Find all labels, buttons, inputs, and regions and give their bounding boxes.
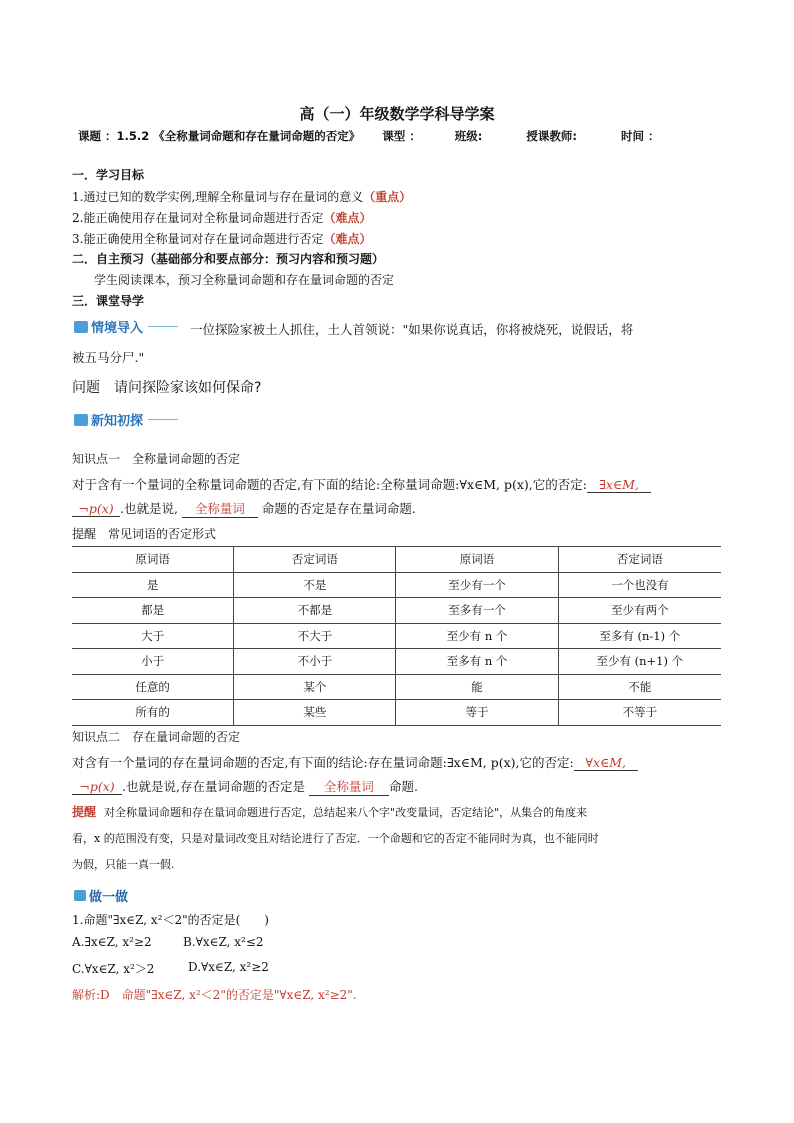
table-cell: 某些 (234, 700, 396, 726)
table-cell: 至少有 (n+1) 个 (558, 649, 721, 675)
goal-3-tag: （难点） (323, 232, 372, 246)
intro-story-1: 一位探险家被土人抓住，土人首领说："如果你说真话，你将被烧死，说假话，将 (190, 322, 634, 337)
kp1-tip: 提醒 常见词语的否定形式 (72, 527, 217, 541)
exercise-badge: 做一做 (74, 886, 128, 905)
meta-class: 班级: (454, 129, 483, 143)
magnifier-icon (74, 414, 88, 426)
kp1-answer-1: ∃x∈M, (587, 477, 651, 493)
tip-label: 提醒 (72, 805, 97, 819)
kp2-tip-1: 提醒 对全称量词命题和存在量词命题进行否定，总结起来八个字"改变量词，否定结论"，从集合的角度来 (72, 805, 588, 819)
table-row (72, 572, 721, 598)
exercise-question: 1.命题"∃x∈Z, x²＜2"的否定是( ) (72, 913, 269, 927)
table-cell: 等于 (396, 700, 558, 726)
table-header: 否定词语 (558, 547, 721, 573)
goal-1-tag: （重点） (363, 190, 412, 204)
kp2-tip-2: 看，x 的范围没有变，只是对量词改变且对结论进行了否定．一个命题和它的否定不能同时为真，也不能同时 (72, 832, 599, 845)
table-cell: 至多有 (n-1) 个 (558, 623, 721, 649)
meta-topic: 课题 ：1.5.2 《全称量词命题和存在量词命题的否定》 (78, 129, 361, 143)
table-header: 原词语 (396, 547, 558, 573)
table-cell: 大于 (72, 623, 234, 649)
option-d: D.∀x∈Z, x²≥2 (188, 960, 269, 974)
preview-heading: 二．自主预习（基础部分和要点部分：预习内容和预习题） (72, 252, 385, 266)
kp1-line-2: ¬p(x) .也就是说, 全称量词 命题的否定是存在量词命题. (72, 499, 416, 518)
goal-1: 1.通过已知的数学实例,理解全称量词与存在量词的意义（重点） (72, 190, 412, 204)
table-row (72, 623, 721, 649)
kp2-line-2: ¬p(x) .也就是说,存在量词命题的否定是 全称量词 命题. (72, 777, 418, 796)
table-cell: 不能 (558, 674, 721, 700)
intro-question: 问题 请问探险家该如何保命? (72, 380, 262, 396)
kp2-answer-3: 全称量词 (309, 777, 389, 796)
table-cell: 至多有一个 (396, 598, 558, 624)
intro-badge: 情境导入 (74, 317, 178, 336)
table-row (72, 700, 721, 726)
table-cell: 能 (396, 674, 558, 700)
table-cell: 至少有 n 个 (396, 623, 558, 649)
kp2-answer-1: ∀x∈M, (574, 755, 638, 771)
pencil-icon (74, 890, 86, 901)
goal-3: 3.能正确使用全称量词对存在量词命题进行否定（难点） (72, 232, 372, 246)
table-cell: 某个 (234, 674, 396, 700)
goals-heading: 一．学习目标 (72, 168, 145, 182)
option-b: B.∀x∈Z, x²≤2 (183, 935, 264, 949)
preview-text: 学生阅读课本，预习全称量词命题和存在量词命题的否定 (94, 273, 395, 287)
table-cell: 不都是 (234, 598, 396, 624)
goal-2: 2.能正确使用存在量词对全称量词命题进行否定（难点） (72, 211, 372, 225)
page-title: 高（一）年级数学学科导学案 (299, 105, 495, 123)
table-cell: 小于 (72, 649, 234, 675)
table-cell: 一个也没有 (558, 572, 721, 598)
table-cell: 不是 (234, 572, 396, 598)
book-icon (74, 321, 88, 333)
table-cell: 至少有一个 (396, 572, 558, 598)
meta-type: 课型 ： (382, 129, 421, 143)
table-row (72, 674, 721, 700)
table-cell: 都是 (72, 598, 234, 624)
kp2-tip-3: 为假，只能一真一假. (72, 858, 175, 871)
kp2-line-1: 对含有一个量词的存在量词命题的否定,有下面的结论:存在量词命题:∃x∈M, p(x),它的否定: ∀x∈M, (72, 753, 638, 771)
meta-teacher: 授课教师: (526, 129, 578, 143)
table-cell: 所有的 (72, 700, 234, 726)
table-cell: 不小于 (234, 649, 396, 675)
negation-table (72, 546, 721, 726)
kp1-title: 知识点一 全称量词命题的否定 (72, 452, 241, 466)
kp2-title: 知识点二 存在量词命题的否定 (72, 730, 241, 744)
table-header-row (72, 547, 721, 573)
goal-2-tag: （难点） (323, 211, 372, 225)
table-row (72, 649, 721, 675)
badge-underline (148, 326, 178, 327)
kp2-answer-2: ¬p(x) (72, 779, 122, 795)
explore-badge: 新知初探 (74, 410, 178, 429)
exercise-solution: 解析:D 命题"∃x∈Z, x²＜2"的否定是"∀x∈Z, x²≥2". (72, 988, 357, 1002)
kp1-answer-2: ¬p(x) (72, 501, 120, 517)
table-header: 否定词语 (234, 547, 396, 573)
kp1-answer-3: 全称量词 (182, 499, 258, 518)
kp1-line-1: 对于含有一个量词的全称量词命题的否定,有下面的结论:全称量词命题:∀x∈M, p(x),它的否定: ∃x∈M, (72, 475, 651, 493)
table-row (72, 598, 721, 624)
lesson-meta (78, 128, 678, 144)
option-a: A.∃x∈Z, x²≥2 (72, 935, 152, 949)
table-header: 原词语 (72, 547, 234, 573)
table-cell: 不大于 (234, 623, 396, 649)
table-cell: 任意的 (72, 674, 234, 700)
meta-time: 时间 ： (621, 129, 660, 143)
table-cell: 不等于 (558, 700, 721, 726)
table-cell: 至多有 n 个 (396, 649, 558, 675)
guide-heading: 三．课堂导学 (72, 294, 145, 308)
table-cell: 至少有两个 (558, 598, 721, 624)
badge-underline (148, 419, 178, 420)
intro-story-2: 被五马分尸." (72, 350, 145, 365)
option-c: C.∀x∈Z, x²＞2 (72, 962, 155, 976)
table-cell: 是 (72, 572, 234, 598)
